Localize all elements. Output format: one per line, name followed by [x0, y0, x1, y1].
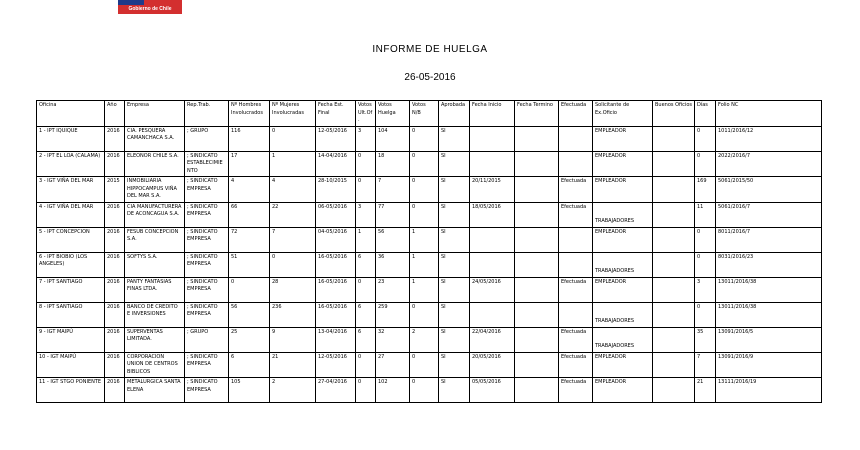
column-header: Rep.Trab.: [185, 101, 229, 127]
table-cell: 3: [695, 277, 716, 302]
table-row: [37, 177, 822, 203]
table-cell: 25: [229, 327, 270, 352]
table-cell: PANTY FANTASIAS FINAS LTDA.: [125, 277, 185, 302]
table-cell: 27-04/2016: [316, 378, 356, 403]
table-cell: 77: [376, 202, 410, 227]
table-cell: EMPLEADOR: [593, 151, 653, 177]
table-cell: 2016: [105, 202, 125, 227]
table-cell: 13-04/2016: [316, 327, 356, 352]
table-row: [37, 151, 822, 177]
table-cell: 104: [376, 126, 410, 151]
table-cell: 11 - IGT STGO PONIENTE: [37, 378, 105, 403]
table-cell: [515, 151, 559, 177]
table-cell: EMPLEADOR: [593, 227, 653, 252]
column-header: Votos Huelga: [376, 101, 410, 127]
table-cell: 6 - IPT BIOBIO (LOS ANGELES): [37, 252, 105, 277]
table-cell: SI: [439, 378, 470, 403]
table-cell: 6: [229, 352, 270, 378]
table-cell: 13091/2016/9: [716, 352, 822, 378]
table-row: [37, 327, 822, 352]
table-cell: 24/05/2016: [470, 277, 515, 302]
table-cell: 13011/2016/38: [716, 277, 822, 302]
table-cell: 4: [229, 177, 270, 203]
table-cell: [653, 302, 695, 327]
table-row: [37, 252, 822, 277]
table-row: [37, 277, 822, 302]
table-header-row: [37, 101, 822, 127]
table-cell: ; SINDICATO ESTABLECIMIENTO: [185, 151, 229, 177]
table-cell: 16-05/2016: [316, 252, 356, 277]
table-cell: 0: [356, 277, 376, 302]
table-cell: 11: [695, 202, 716, 227]
column-header: Aprobada: [439, 101, 470, 127]
column-header: Solicitante de Ex.Oficio: [593, 101, 653, 127]
column-header: Fecha Inicio: [470, 101, 515, 127]
table-cell: 8 - IPT SANTIAGO: [37, 302, 105, 327]
table-cell: [653, 202, 695, 227]
logo-text: Gobierno de Chile: [118, 5, 182, 14]
table-cell: 1011/2016/12: [716, 126, 822, 151]
table-cell: 1: [410, 227, 439, 252]
table-cell: 13111/2016/19: [716, 378, 822, 403]
table-cell: INMOBILIARIA HIPPOCAMPUS VIÑA DEL MAR S.A.: [125, 177, 185, 203]
table-cell: [515, 227, 559, 252]
table-cell: 17: [229, 151, 270, 177]
table-cell: 0: [356, 177, 376, 203]
table-cell: CIA MANUFACTURERA DE ACONCAGUA S.A.: [125, 202, 185, 227]
table-cell: 72: [229, 227, 270, 252]
table-cell: Efectuada: [559, 327, 593, 352]
table-cell: 21: [270, 352, 316, 378]
column-header: Votos N/B: [410, 101, 439, 127]
table-cell: 04-05/2016: [316, 227, 356, 252]
table-cell: ; SINDICATO EMPRESA: [185, 378, 229, 403]
table-cell: [515, 327, 559, 352]
table-cell: 16-05/2016: [316, 277, 356, 302]
table-cell: 05/05/2016: [470, 378, 515, 403]
table-cell: SI: [439, 302, 470, 327]
column-header: Oficina: [37, 101, 105, 127]
table-row: [37, 227, 822, 252]
table-cell: [515, 252, 559, 277]
table-cell: SI: [439, 227, 470, 252]
table-cell: [515, 126, 559, 151]
table-row: [37, 126, 822, 151]
table-cell: [653, 352, 695, 378]
column-header: Año: [105, 101, 125, 127]
column-header: Efectuada: [559, 101, 593, 127]
table-cell: 1 - IPT IQUIQUE: [37, 126, 105, 151]
table-cell: 0: [270, 126, 316, 151]
column-header: Buenos Oficios: [653, 101, 695, 127]
table-cell: 0: [410, 378, 439, 403]
table-cell: 6: [356, 302, 376, 327]
table-cell: 2022/2016/7: [716, 151, 822, 177]
government-logo: [118, 0, 182, 14]
column-header: Días: [695, 101, 716, 127]
table-cell: 22: [270, 202, 316, 227]
table-cell: 56: [229, 302, 270, 327]
table-cell: 9: [270, 327, 316, 352]
table-cell: ; SINDICATO EMPRESA: [185, 302, 229, 327]
table-cell: 7: [695, 352, 716, 378]
table-cell: SI: [439, 327, 470, 352]
table-cell: 102: [376, 378, 410, 403]
table-cell: 6: [356, 327, 376, 352]
table-cell: 12-05/2016: [316, 352, 356, 378]
table-cell: 0: [356, 151, 376, 177]
table-cell: 3: [356, 126, 376, 151]
table-cell: ; SINDICATO EMPRESA: [185, 177, 229, 203]
table-cell: SI: [439, 177, 470, 203]
table-cell: 0: [410, 151, 439, 177]
table-cell: 2 - IPT EL LOA (CALAMA): [37, 151, 105, 177]
table-cell: EMPLEADOR: [593, 177, 653, 203]
table-cell: 51: [229, 252, 270, 277]
table-cell: [515, 378, 559, 403]
table-cell: [559, 302, 593, 327]
table-cell: 21: [695, 378, 716, 403]
table-cell: 56: [376, 227, 410, 252]
table-cell: Efectuada: [559, 378, 593, 403]
table-cell: [470, 151, 515, 177]
table-cell: 1: [270, 151, 316, 177]
column-header: Empresa: [125, 101, 185, 127]
table-cell: [653, 378, 695, 403]
table-cell: 18: [376, 151, 410, 177]
table-cell: [470, 227, 515, 252]
table-cell: Efectuada: [559, 202, 593, 227]
table-cell: [515, 302, 559, 327]
table-cell: 236: [270, 302, 316, 327]
table-cell: Efectuada: [559, 277, 593, 302]
table-cell: 13011/2016/38: [716, 302, 822, 327]
table-cell: 0: [410, 352, 439, 378]
table-cell: 28: [270, 277, 316, 302]
table-cell: [515, 202, 559, 227]
table-cell: [470, 302, 515, 327]
table-cell: ; SINDICATO EMPRESA: [185, 352, 229, 378]
table-cell: SI: [439, 151, 470, 177]
table-cell: EMPLEADOR: [593, 378, 653, 403]
table-cell: 18/05/2016: [470, 202, 515, 227]
table-cell: [515, 277, 559, 302]
table-cell: 0: [695, 126, 716, 151]
table-cell: 116: [229, 126, 270, 151]
table-cell: 27: [376, 352, 410, 378]
table-cell: ELEONOR CHILE S.A.: [125, 151, 185, 177]
table-cell: 5061/2016/7: [716, 202, 822, 227]
table-cell: 3 - IGT VIÑA DEL MAR: [37, 177, 105, 203]
table-cell: [470, 252, 515, 277]
table-cell: 20/05/2016: [470, 352, 515, 378]
table-cell: SI: [439, 126, 470, 151]
column-header: Votos Ult.Of.: [356, 101, 376, 127]
table-cell: FESUB CONCEPCION S.A.: [125, 227, 185, 252]
column-header: Fecha Est. Final: [316, 101, 356, 127]
table-cell: [653, 126, 695, 151]
table-cell: 2016: [105, 378, 125, 403]
table-cell: EMPLEADOR: [593, 126, 653, 151]
table-cell: 4: [270, 177, 316, 203]
table-cell: 1: [356, 227, 376, 252]
table-cell: EMPLEADOR: [593, 277, 653, 302]
table-cell: 2016: [105, 352, 125, 378]
table-cell: 8011/2016/7: [716, 227, 822, 252]
table-cell: [470, 126, 515, 151]
table-cell: 2016: [105, 227, 125, 252]
table-cell: 66: [229, 202, 270, 227]
table-cell: 2016: [105, 277, 125, 302]
table-cell: [559, 227, 593, 252]
strike-report-table: [36, 100, 822, 403]
table-cell: 22/04/2016: [470, 327, 515, 352]
table-cell: 0: [410, 126, 439, 151]
table-cell: Efectuada: [559, 177, 593, 203]
table-cell: [653, 177, 695, 203]
table-cell: CIA. PESQUERA CAMANCHACA S.A.: [125, 126, 185, 151]
table-cell: ; GRUPO: [185, 327, 229, 352]
table-row: [37, 302, 822, 327]
table-cell: 06-05/2016: [316, 202, 356, 227]
table-cell: 32: [376, 327, 410, 352]
table-cell: 16-05/2016: [316, 302, 356, 327]
table-cell: ; SINDICATO EMPRESA: [185, 252, 229, 277]
column-header: Fecha Termino: [515, 101, 559, 127]
table-cell: 0: [695, 227, 716, 252]
table-cell: BANCO DE CREDITO E INVERSIONES: [125, 302, 185, 327]
table-cell: 2: [410, 327, 439, 352]
table-cell: [559, 252, 593, 277]
table-cell: 0: [695, 302, 716, 327]
table-cell: 7: [270, 227, 316, 252]
table-cell: [559, 151, 593, 177]
table-cell: 28-10/2015: [316, 177, 356, 203]
table-cell: [653, 327, 695, 352]
table-cell: TRABAJADORES: [593, 327, 653, 352]
table-cell: 2016: [105, 302, 125, 327]
table-cell: 8031/2016/23: [716, 252, 822, 277]
table-cell: 0: [695, 252, 716, 277]
table-cell: 35: [695, 327, 716, 352]
column-header: Nº Hombres Involucrados: [229, 101, 270, 127]
table-cell: 2015: [105, 177, 125, 203]
table-cell: 0: [695, 151, 716, 177]
table-cell: 2016: [105, 327, 125, 352]
table-cell: 36: [376, 252, 410, 277]
table-cell: 13091/2016/5: [716, 327, 822, 352]
table-cell: 2016: [105, 126, 125, 151]
table-cell: 0: [356, 378, 376, 403]
table-cell: ; SINDICATO EMPRESA: [185, 202, 229, 227]
table-cell: 6: [356, 252, 376, 277]
table-cell: CORPORACION UNION DE CENTROS BIBLICOS: [125, 352, 185, 378]
table-cell: 1: [410, 277, 439, 302]
table-row: [37, 202, 822, 227]
table-cell: METALURGICA SANTA ELENA: [125, 378, 185, 403]
table-cell: TRABAJADORES: [593, 252, 653, 277]
table-cell: 2016: [105, 252, 125, 277]
table-cell: 0: [410, 177, 439, 203]
column-header: Folio NC: [716, 101, 822, 127]
table-cell: ; SINDICATO EMPRESA: [185, 227, 229, 252]
table-cell: 10 - IGT MAIPÚ: [37, 352, 105, 378]
table-cell: SI: [439, 352, 470, 378]
table-cell: TRABAJADORES: [593, 302, 653, 327]
table-cell: 9 - IGT MAIPÚ: [37, 327, 105, 352]
table-cell: Efectuada: [559, 352, 593, 378]
table-cell: 5 - IPT CONCEPCION: [37, 227, 105, 252]
table-cell: SI: [439, 252, 470, 277]
table-cell: 105: [229, 378, 270, 403]
table-cell: [515, 177, 559, 203]
table-cell: 169: [695, 177, 716, 203]
report-title: INFORME DE HUELGA: [372, 44, 488, 55]
table-cell: SI: [439, 277, 470, 302]
table-cell: 1: [410, 252, 439, 277]
table-row: [37, 352, 822, 378]
table-cell: 259: [376, 302, 410, 327]
table-cell: [515, 352, 559, 378]
table-cell: 23: [376, 277, 410, 302]
report-date: 26-05-2016: [404, 72, 456, 83]
table-cell: 4 - IGT VIÑA DEL MAR: [37, 202, 105, 227]
table-cell: ; GRUPO: [185, 126, 229, 151]
table-cell: 0: [410, 302, 439, 327]
table-cell: SI: [439, 202, 470, 227]
table-cell: 7 - IPT SANTIAGO: [37, 277, 105, 302]
table-cell: 0: [410, 202, 439, 227]
table-cell: 0: [229, 277, 270, 302]
table-cell: 12-05/2016: [316, 126, 356, 151]
table-cell: 20/11/2015: [470, 177, 515, 203]
table-cell: 3: [356, 202, 376, 227]
table-cell: EMPLEADOR: [593, 352, 653, 378]
table-cell: 0: [356, 352, 376, 378]
table-row: [37, 378, 822, 403]
table-cell: [653, 227, 695, 252]
table-cell: SOFTYS S.A.: [125, 252, 185, 277]
table-cell: [653, 277, 695, 302]
table-cell: ; SINDICATO EMPRESA: [185, 277, 229, 302]
table-cell: [653, 151, 695, 177]
table-cell: 5061/2015/50: [716, 177, 822, 203]
column-header: Nº Mujeres Involucradas: [270, 101, 316, 127]
table-cell: 7: [376, 177, 410, 203]
table-cell: TRABAJADORES: [593, 202, 653, 227]
table-cell: 14-04/2016: [316, 151, 356, 177]
table-cell: SUPERVENTAS LIMITADA.: [125, 327, 185, 352]
table-cell: 2016: [105, 151, 125, 177]
table-cell: 0: [270, 252, 316, 277]
table-cell: 2: [270, 378, 316, 403]
table-cell: [653, 252, 695, 277]
table-cell: [559, 126, 593, 151]
